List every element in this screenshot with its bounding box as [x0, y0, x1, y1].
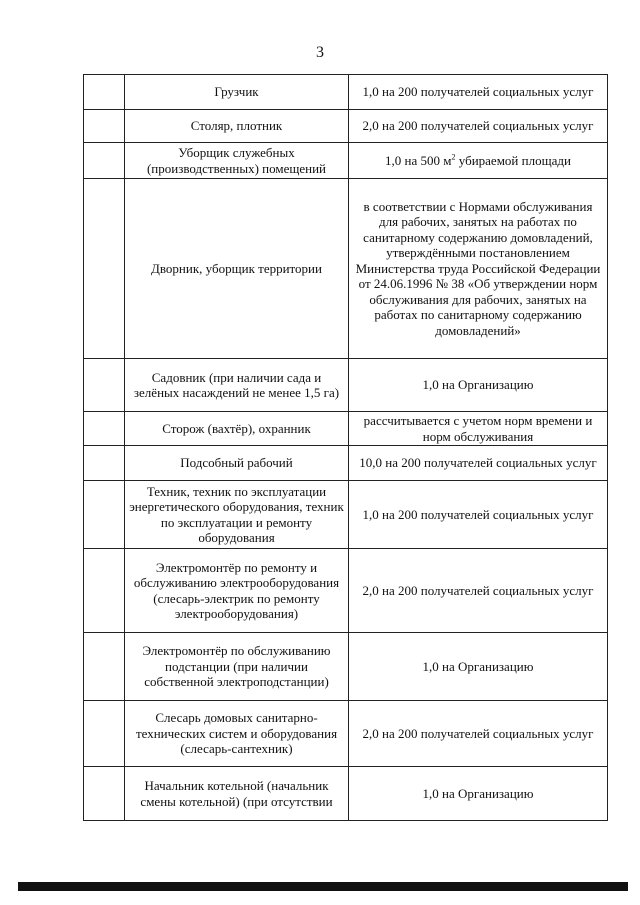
table-row	[84, 412, 608, 446]
row-number-cell	[84, 633, 125, 701]
table-row	[84, 143, 608, 179]
table-row	[84, 549, 608, 633]
position-cell: Грузчик	[125, 75, 349, 110]
norm-text: 1,0 на 500 м	[385, 152, 452, 168]
norm-cell: 1,0 на 200 получателей социальных услуг	[349, 481, 608, 549]
table-row	[84, 359, 608, 412]
table-row	[84, 701, 608, 767]
norm-text-suffix: убираемой площади	[455, 152, 571, 168]
table-row	[84, 767, 608, 821]
position-cell: Подсобный рабочий	[125, 446, 349, 481]
table-row	[84, 179, 608, 359]
table-row	[84, 110, 608, 143]
staffing-norms-table	[83, 74, 608, 821]
row-number-cell	[84, 481, 125, 549]
table-row	[84, 633, 608, 701]
norm-cell: 1,0 на Организацию	[349, 633, 608, 701]
norm-cell: 1,0 на Организацию	[349, 359, 608, 412]
table-row	[84, 446, 608, 481]
page-number: 3	[316, 44, 324, 61]
norm-cell: в соответствии с Нормами обслуживания для рабочих, занятых на работах по санитарному содержанию домовладений, утверждёнными постановлением Министерства труда Российской Федерации от 24.06.1996 № 38 «Об утверждении норм обслуживания для рабочих, занятых на работах по санитарному содержанию домовладений»	[349, 179, 608, 359]
table-row	[84, 481, 608, 549]
row-number-cell	[84, 446, 125, 481]
norm-cell: 1,0 на Организацию	[349, 767, 608, 821]
position-cell: Дворник, уборщик территории	[125, 179, 349, 359]
row-number-cell	[84, 359, 125, 412]
position-cell: Сторож (вахтёр), охранник	[125, 412, 349, 446]
norm-cell: 2,0 на 200 получателей социальных услуг	[349, 110, 608, 143]
row-number-cell	[84, 549, 125, 633]
norm-cell	[349, 143, 608, 179]
position-cell: Садовник (при наличии сада и зелёных насаждений не менее 1,5 га)	[125, 359, 349, 412]
norm-cell: 2,0 на 200 получателей социальных услуг	[349, 701, 608, 767]
superscript: 2	[451, 152, 456, 162]
norm-cell: 1,0 на 200 получателей социальных услуг	[349, 75, 608, 110]
norm-cell: 2,0 на 200 получателей социальных услуг	[349, 549, 608, 633]
row-number-cell	[84, 701, 125, 767]
position-cell: Электромонтёр по обслуживанию подстанции (при наличии собственной электроподстанции)	[125, 633, 349, 701]
position-cell: Электромонтёр по ремонту и обслуживанию электрооборудования (слесарь-электрик по ремонту электрооборудования)	[125, 549, 349, 633]
position-cell: Столяр, плотник	[125, 110, 349, 143]
row-number-cell	[84, 767, 125, 821]
row-number-cell	[84, 412, 125, 446]
position-cell: Уборщик служебных (производственных) помещений	[125, 143, 349, 179]
position-cell: Начальник котельной (начальник смены котельной) (при отсутствии	[125, 767, 349, 821]
table-row	[84, 75, 608, 110]
row-number-cell	[84, 143, 125, 179]
position-cell: Техник, техник по эксплуатации энергетического оборудования, техник по эксплуатации и ремонту оборудования	[125, 481, 349, 549]
norm-cell: 10,0 на 200 получателей социальных услуг	[349, 446, 608, 481]
scan-edge-bar	[18, 882, 628, 891]
norm-cell: рассчитывается с учетом норм времени и норм обслуживания	[349, 412, 608, 446]
row-number-cell	[84, 110, 125, 143]
row-number-cell	[84, 75, 125, 110]
position-cell: Слесарь домовых санитарно-технических систем и оборудования (слесарь-сантехник)	[125, 701, 349, 767]
row-number-cell	[84, 179, 125, 359]
